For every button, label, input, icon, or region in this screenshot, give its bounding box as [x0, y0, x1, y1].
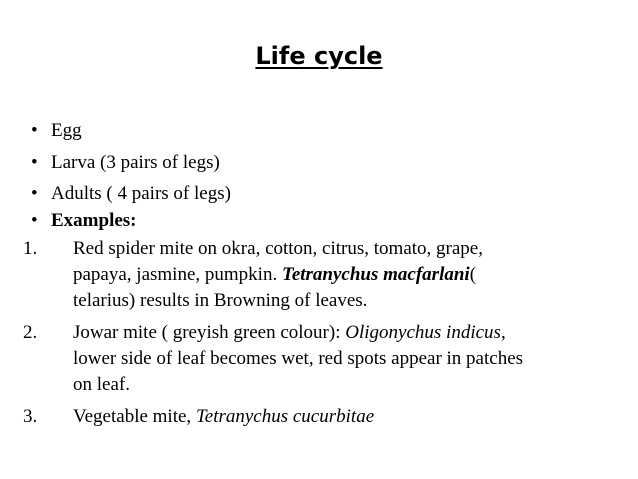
bullet-text: Examples: [51, 210, 137, 231]
bullet-marker: • [31, 183, 38, 204]
example-number: 2. [23, 322, 38, 343]
example-text-segment: Jowar mite ( greyish green colour): [73, 322, 346, 343]
species-name: Tetranychus cucurbitae [195, 406, 375, 427]
example-line: lower side of leaf becomes wet, red spots appear in patches [73, 348, 524, 369]
example-text [73, 236, 623, 314]
bullet-text: Adults ( 4 pairs of legs) [51, 183, 231, 204]
example-text-segment: , [500, 322, 506, 343]
example-line [73, 262, 623, 288]
example-text-segment: ( [469, 264, 477, 285]
bullet-marker: • [31, 120, 38, 141]
bullet-marker: • [31, 210, 38, 231]
bullet-marker: • [31, 152, 38, 173]
example-line: on leaf. [73, 374, 130, 395]
example-text-segment: Vegetable mite, [73, 406, 196, 427]
example-text-segment: papaya, jasmine, pumpkin. [73, 264, 282, 285]
example-text [73, 320, 623, 398]
example-line [73, 320, 623, 346]
example-number: 3. [23, 406, 38, 427]
example-line [73, 404, 623, 430]
example-line: Red spider mite on okra, cotton, citrus, tomato, grape, [73, 238, 483, 259]
example-number: 1. [23, 238, 38, 259]
slide-title: Life cycle [255, 42, 383, 70]
species-name: Oligonychus indicus [345, 322, 501, 343]
example-text [73, 404, 623, 430]
species-name: Tetranychus macfarlani [281, 264, 470, 285]
bullet-text: Egg [51, 120, 82, 141]
example-line: telarius) results in Browning of leaves. [73, 290, 368, 311]
bullet-text: Larva (3 pairs of legs) [51, 152, 220, 173]
